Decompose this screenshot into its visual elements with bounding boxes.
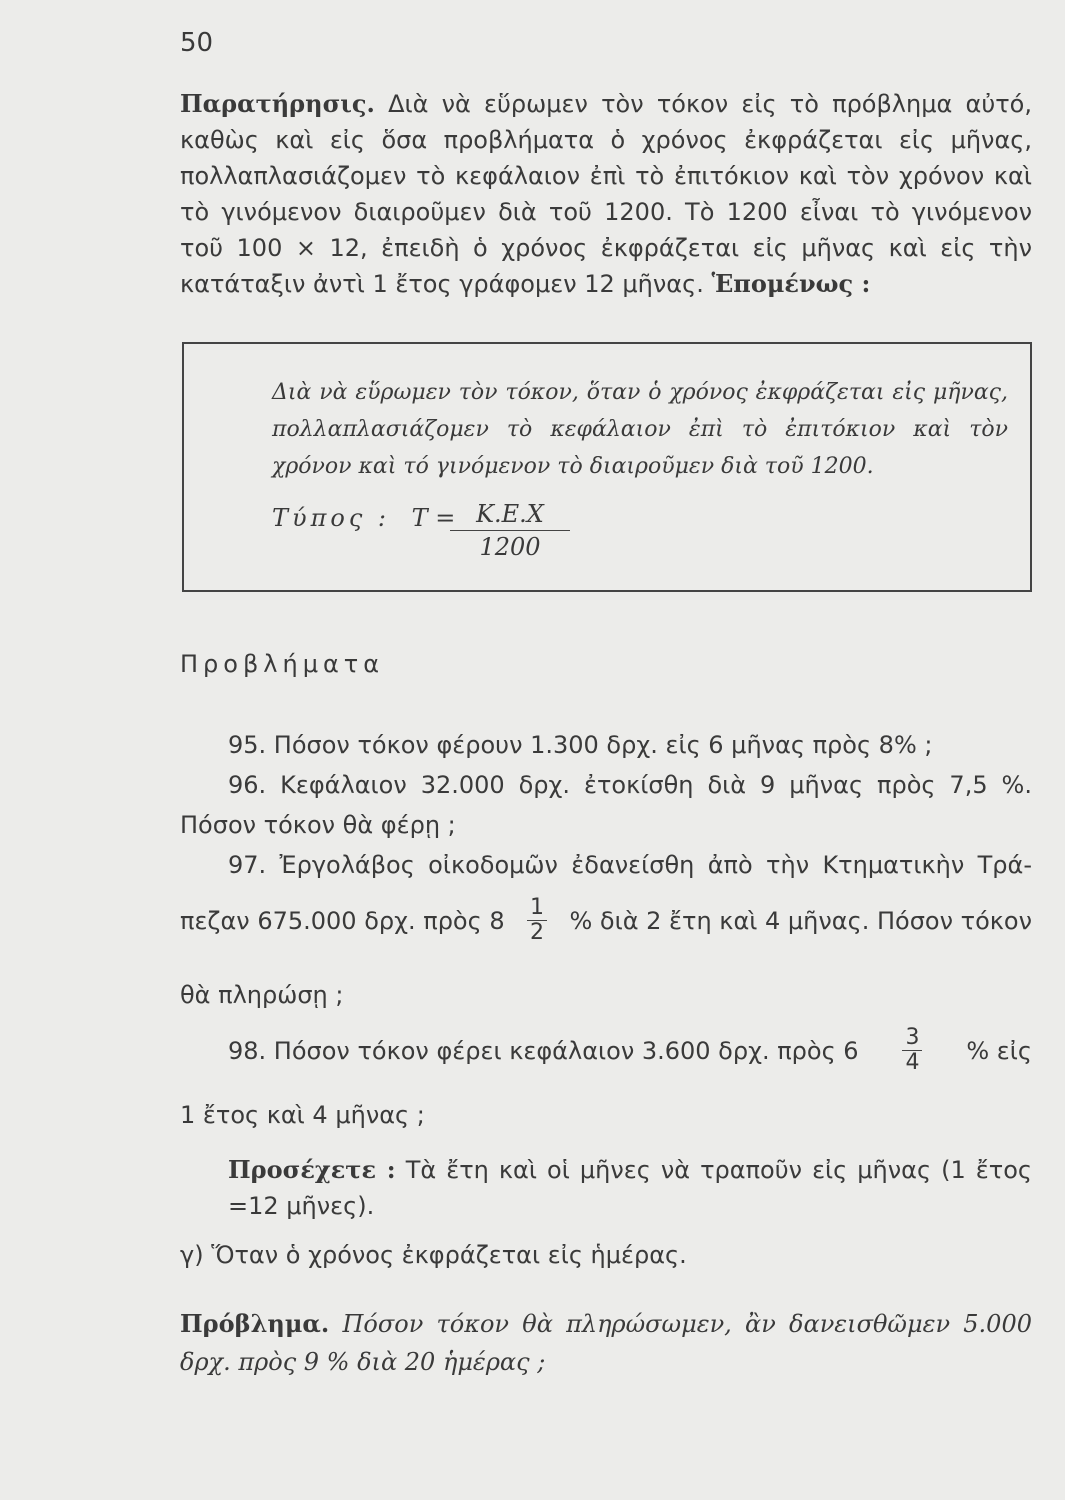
problem-96-line1: 96. Κεφάλαιον 32.000 δρχ. ἐτοκίσθη διὰ 9 μῆνας πρὸς 7,5 %.	[228, 771, 1032, 799]
problem-97-fraction	[527, 896, 547, 945]
attention-text: Τὰ ἔτη καὶ οἱ μῆνες νὰ τραποῦν εἰς μῆνας (1 ἔτος =12 μῆνες).	[228, 1156, 1032, 1220]
problem-97-frac-num: 1	[527, 896, 547, 921]
problem-97-line2	[180, 896, 1032, 945]
problem-98-text-a: 98. Πόσον τόκον φέρει κεφάλαιον 3.600 δρχ. πρὸς 6	[228, 1036, 859, 1065]
formula-fraction	[450, 500, 570, 561]
problem-98-frac-num: 3	[902, 1026, 922, 1051]
final-problem-text: Πόσον τόκον θὰ πληρώσωμεν, ἂν δανεισθῶμεν 5.000 δρχ. πρὸς 9 % διὰ 20 ἡμέρας ;	[180, 1310, 1032, 1376]
case-c-heading: γ) Ὅταν ὁ χρόνος ἐκφράζεται εἰς ἡμέρας.	[180, 1241, 687, 1269]
observation-label: Παρατήρησις.	[180, 89, 375, 118]
problem-95: 95. Πόσον τόκον φέρουν 1.300 δρχ. εἰς 6 μῆνας πρὸς 8% ;	[228, 731, 933, 759]
problem-98-line1	[228, 1026, 1032, 1075]
problem-98-line2: 1 ἔτος καὶ 4 μῆνας ;	[180, 1101, 425, 1129]
therefore-label: Ἑπομένως :	[711, 269, 871, 298]
formula-lhs: Τ =	[411, 504, 456, 532]
section-title: Προβλήματα	[180, 650, 385, 678]
rule-text: Διὰ νὰ εὕρωμεν τὸν τόκον, ὅταν ὁ χρόνος ἐκφράζεται εἰς μῆνας, πολλαπλασιάζομεν τὸ κεφάλαιον ἐπὶ τὸ ἐπιτόκιον καὶ τὸν χρόνον καὶ τό γινόμενον τὸ διαιροῦμεν διὰ τοῦ 1200.	[272, 380, 1008, 479]
problem-96-line2: Πόσον τόκον θὰ φέρῃ ;	[180, 811, 456, 839]
final-problem	[180, 1305, 1032, 1381]
observation-paragraph	[180, 86, 1032, 302]
attention-paragraph	[228, 1152, 1032, 1224]
problem-98-frac-den: 4	[905, 1050, 920, 1075]
problem-97-text-a: πεζαν 675.000 δρχ. πρὸς 8	[180, 906, 505, 935]
observation-text: Διὰ νὰ εὕρωμεν τὸν τόκον εἰς τὸ πρόβλημα αὐτό, καθὼς καὶ εἰς ὅσα προβλήματα ὁ χρόνος ἐκφράζεται εἰς μῆνας, πολλαπλασιάζομεν τὸ κεφάλαιον ἐπὶ τὸ ἐπιτόκιον καὶ τὸν χρόνον καὶ τὸ γινόμενον διαιροῦμεν διὰ τοῦ 1200. Τὸ 1200 εἶναι τὸ γινόμενον τοῦ 100 × 12, ἐπειδὴ ὁ χρόνος ἐκφράζεται εἰς μῆνας καὶ εἰς τὴν κατάταξιν ἀντὶ 1 ἔτος γράφομεν 12 μῆνας.	[180, 90, 1032, 298]
formula-numerator: Κ.Ε.Χ	[450, 500, 570, 531]
problem-97-frac-den: 2	[530, 920, 545, 945]
rule-box	[182, 342, 1032, 592]
problem-97-text-b: % διὰ 2 ἔτη καὶ 4 μῆνας. Πόσον τόκον	[569, 906, 1032, 935]
attention-label: Προσέχετε :	[228, 1155, 396, 1184]
formula-label: Τύπος :	[272, 504, 390, 532]
page-number: 50	[180, 28, 214, 58]
problem-98-fraction	[902, 1026, 922, 1075]
formula-denominator: 1200	[479, 533, 541, 561]
problem-98-text-b: % εἰς	[966, 1036, 1032, 1065]
problem-97-line1: 97. Ἐργολάβος οἰκοδομῶν ἐδανείσθη ἀπὸ τὴν Κτηματικὴν Τρά-	[228, 851, 1032, 879]
problem-97-line3: θὰ πληρώσῃ ;	[180, 981, 344, 1009]
final-problem-label: Πρόβλημα.	[180, 1309, 330, 1338]
